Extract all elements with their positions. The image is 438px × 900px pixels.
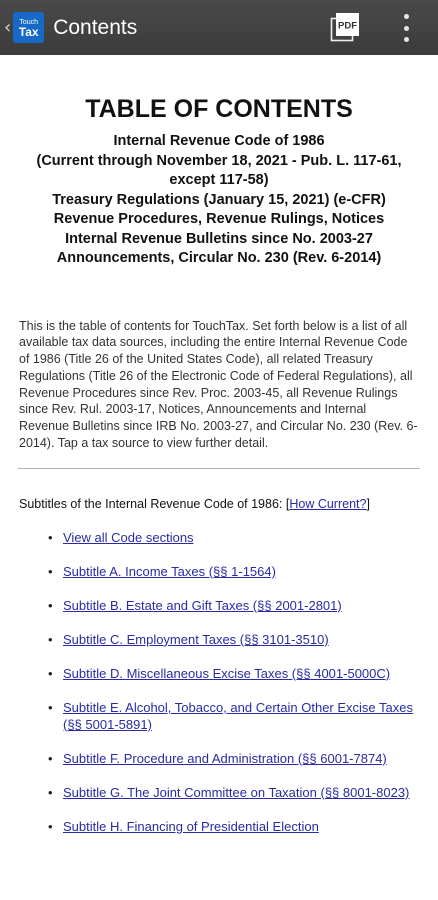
page-title: Contents bbox=[53, 15, 138, 39]
list-item bbox=[0, 818, 438, 835]
subtitle-line: Revenue Procedures, Revenue Rulings, Notices bbox=[53, 211, 385, 227]
pdf-icon bbox=[329, 11, 361, 43]
list-item bbox=[0, 529, 438, 546]
how-current-link[interactable]: How Current? bbox=[289, 496, 367, 511]
document-subtitle bbox=[22, 132, 416, 269]
list-item bbox=[0, 665, 438, 682]
list-item bbox=[0, 784, 438, 801]
subtitle-e-link[interactable]: Subtitle E. Alcohol, Tobacco, and Certain Other Excise Taxes (§§ 5001-5891) bbox=[63, 699, 413, 732]
section-heading: Subtitles of the Internal Revenue Code of 1986: [How Current?] bbox=[19, 496, 370, 511]
document-view[interactable] bbox=[0, 55, 438, 900]
app-bar bbox=[0, 0, 438, 55]
overflow-menu-button[interactable] bbox=[398, 14, 414, 42]
logo-text-top: Touch bbox=[19, 19, 39, 26]
app-logo bbox=[13, 12, 44, 43]
subtitle-g-link[interactable]: Subtitle G. The Joint Committee on Taxation (§§ 8001-8023) bbox=[63, 784, 410, 800]
intro-paragraph: This is the table of contents for TouchTax. Set forth below is a list of all available tax data sources, including the entire Internal Revenue Code of 1986 (Title 26 of the United States Code), all related Treasury Regulations (Title 26 of the Electronic Code of Federal Regulations), all Revenue Procedures since Rev. Proc. 2003-45, all Revenue Rulings since Rev. Rul. 2003-17, Notices, Announcements and Internal Revenue Bulletins since IRB No. 2003-27, and Circular No. 230 (Rev. 6-2014). Tap a tax source to view further detail. bbox=[19, 318, 418, 451]
divider bbox=[18, 468, 420, 469]
list-item bbox=[0, 597, 438, 614]
subtitle-f-link[interactable]: Subtitle F. Procedure and Administration (§§ 6001-7874) bbox=[63, 750, 387, 766]
subtitle-line: Internal Revenue Code of 1986 bbox=[113, 133, 325, 149]
subtitle-line: Treasury Regulations (January 15, 2021) (e-CFR) bbox=[52, 191, 386, 208]
document-heading: TABLE OF CONTENTS bbox=[85, 95, 353, 123]
chevron-left-icon: ‹ bbox=[4, 16, 12, 38]
menu-dot-icon bbox=[404, 26, 409, 31]
subtitle-c-link[interactable]: Subtitle C. Employment Taxes (§§ 3101-3510) bbox=[63, 631, 329, 647]
pdf-button[interactable] bbox=[329, 11, 361, 43]
menu-dot-icon bbox=[404, 37, 409, 42]
view-all-code-link[interactable]: View all Code sections bbox=[63, 529, 194, 545]
list-item bbox=[0, 699, 438, 733]
subtitle-line: Announcements, Circular No. 230 (Rev. 6-2014) bbox=[56, 250, 382, 266]
subtitle-line: (Current through November 18, 2021 - Pub. L. 117-61, except 117-58) bbox=[36, 152, 402, 188]
code-link-list bbox=[0, 529, 438, 835]
list-item bbox=[0, 563, 438, 580]
menu-dot-icon bbox=[404, 14, 409, 19]
list-item bbox=[0, 631, 438, 648]
section-heading-text: Subtitles of the Internal Revenue Code of 1986: bbox=[19, 496, 286, 511]
pdf-icon-label: PDF bbox=[338, 20, 357, 32]
list-item bbox=[0, 750, 438, 767]
subtitle-h-link[interactable]: Subtitle H. Financing of Presidential Election bbox=[63, 818, 319, 834]
back-button[interactable] bbox=[0, 0, 44, 55]
subtitle-d-link[interactable]: Subtitle D. Miscellaneous Excise Taxes (§§ 4001-5000C) bbox=[63, 665, 391, 681]
subtitle-a-link[interactable]: Subtitle A. Income Taxes (§§ 1-1564) bbox=[63, 563, 276, 579]
subtitle-line: Internal Revenue Bulletins since No. 2003-27 bbox=[65, 230, 373, 247]
logo-text-bottom: Tax bbox=[18, 25, 39, 39]
subtitle-b-link[interactable]: Subtitle B. Estate and Gift Taxes (§§ 2001-2801) bbox=[63, 597, 342, 613]
